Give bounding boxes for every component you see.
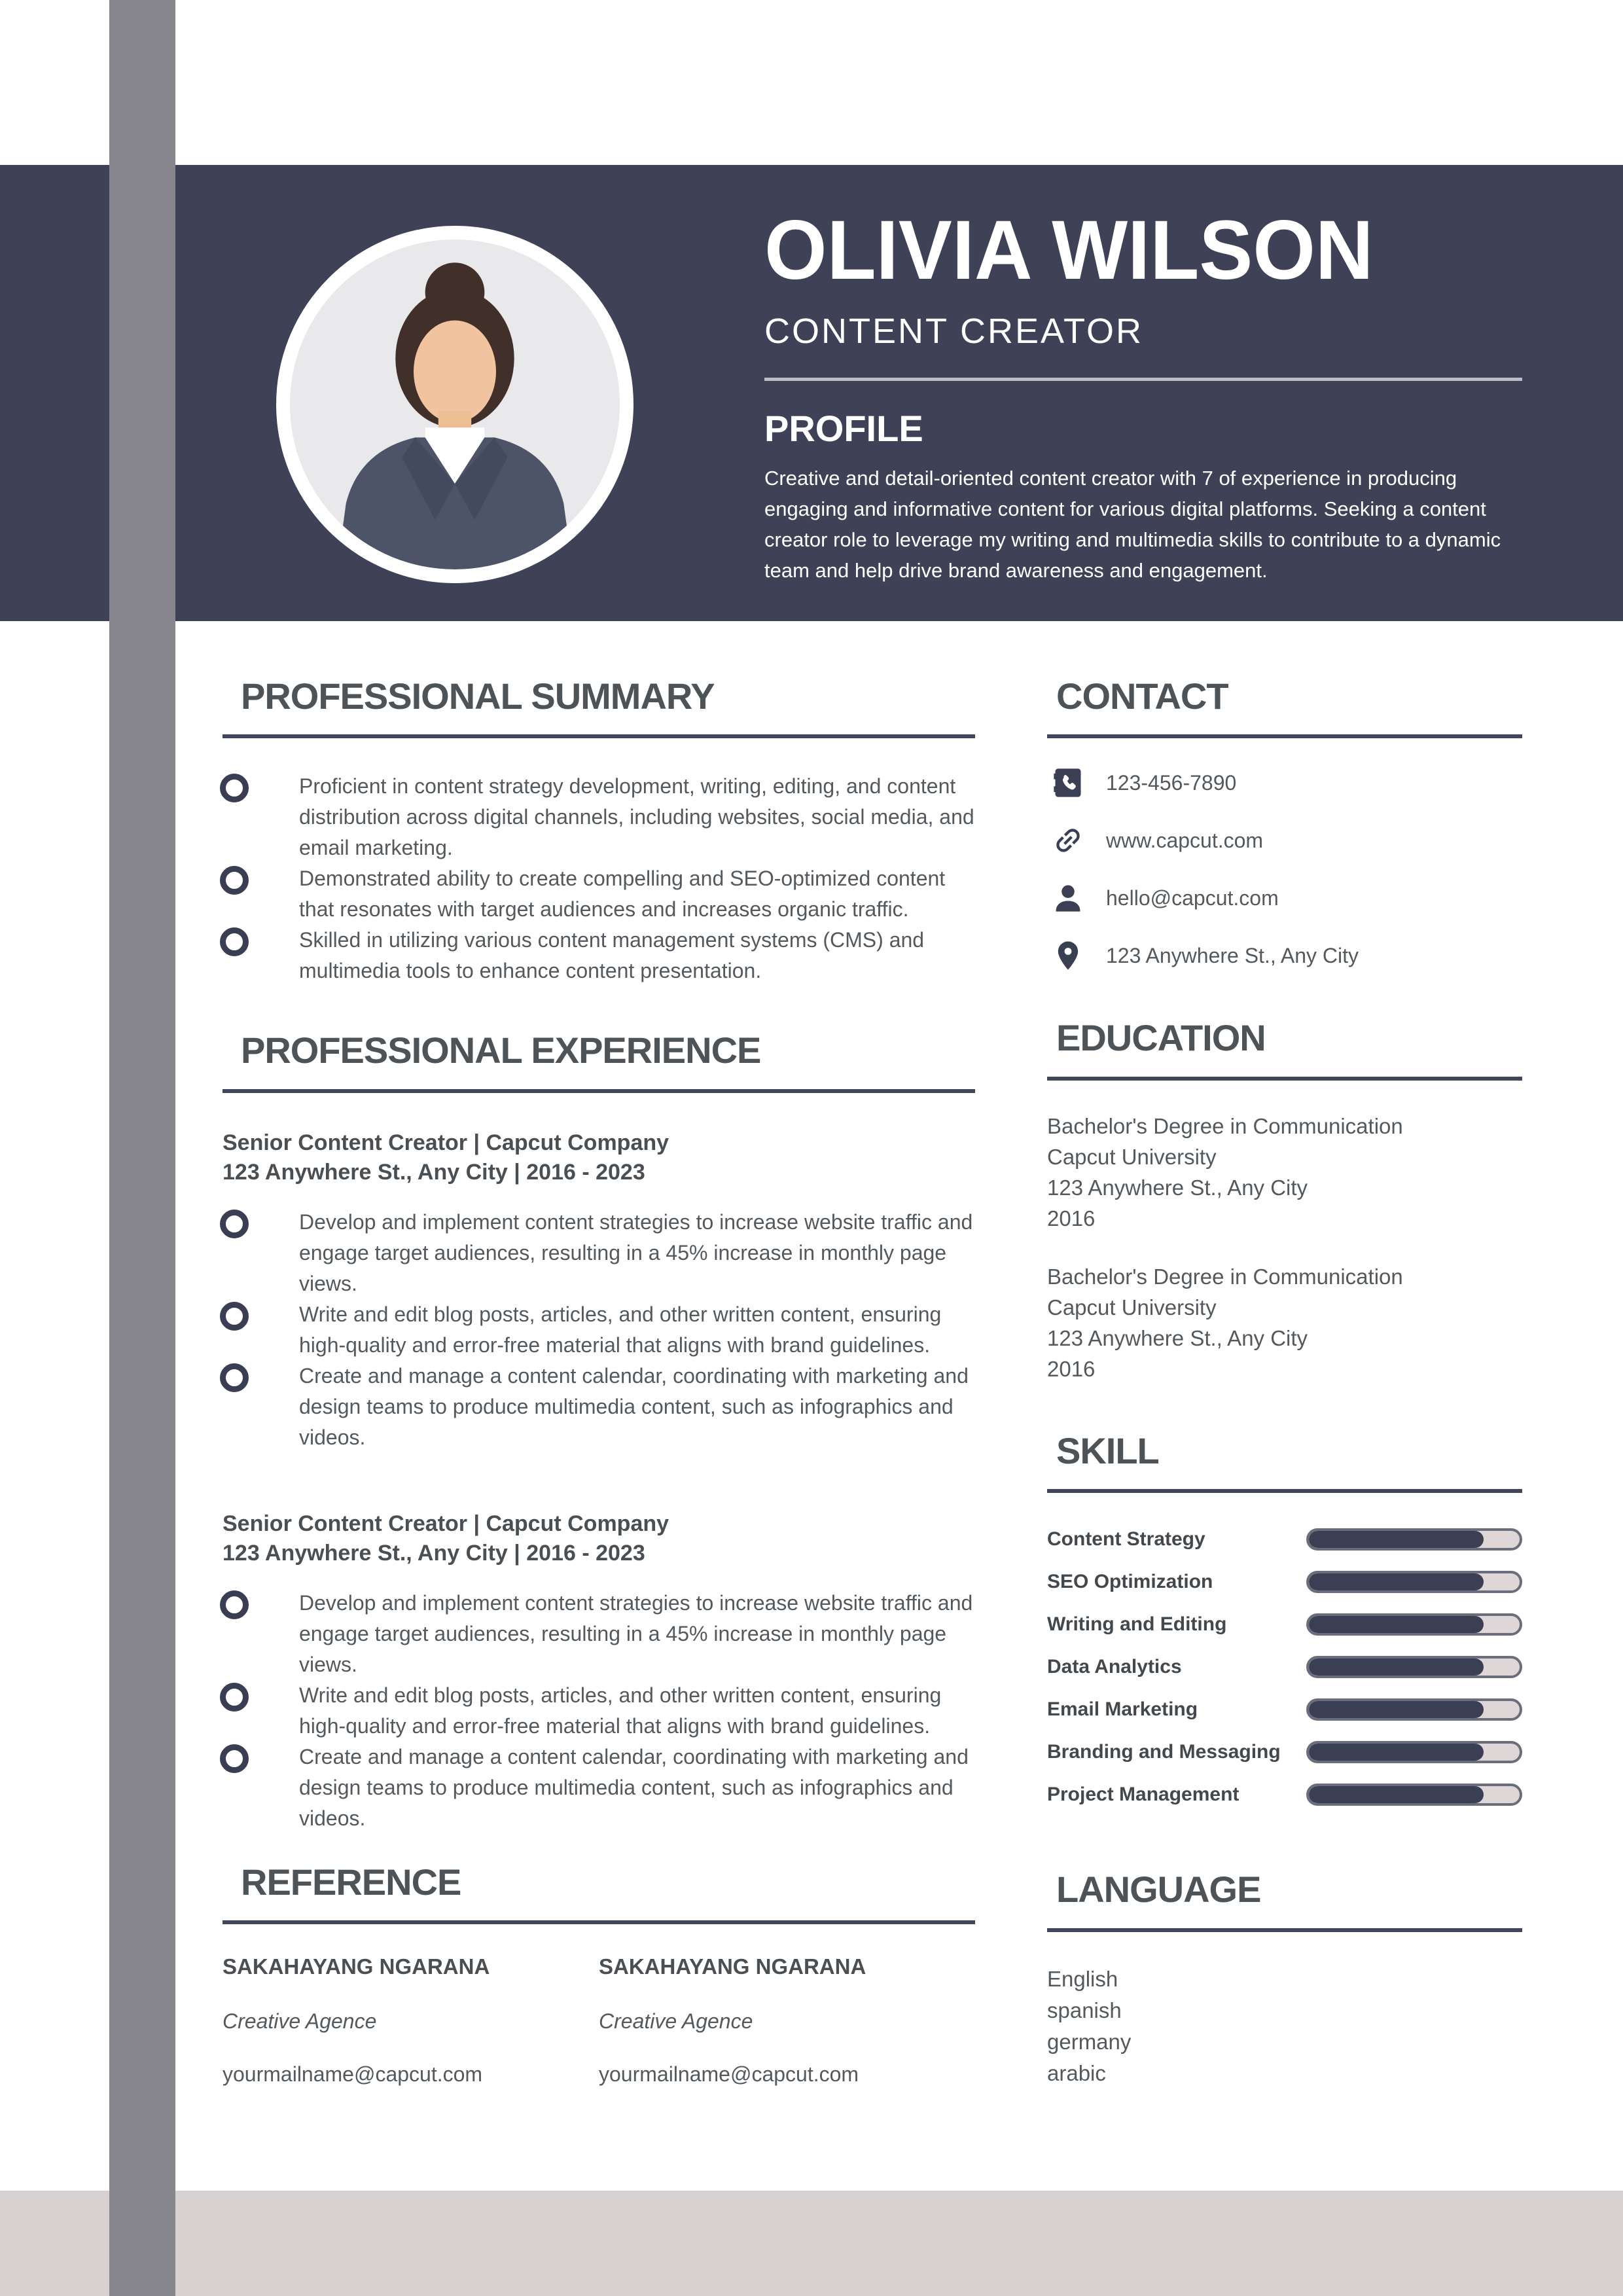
contact-row-website xyxy=(1047,821,1522,860)
skill-row xyxy=(1047,1528,1522,1551)
education-heading: EDUCATION xyxy=(1056,1017,1266,1059)
list-item xyxy=(223,1742,975,1834)
reference-entry xyxy=(599,1954,975,2087)
language-item: English xyxy=(1047,1966,1118,1991)
ring-bullet-icon xyxy=(220,1363,249,1392)
education-address: 123 Anywhere St., Any City xyxy=(1047,1175,1308,1200)
skill-bar xyxy=(1306,1784,1522,1806)
ring-bullet-icon xyxy=(220,1210,249,1238)
person-icon xyxy=(1051,881,1085,915)
profile-text: Creative and detail-oriented content creator with 7 of experience in producing engaging and informative content for various digital platforms. Seeking a content creator role to leverage my writing and multimedia skills to contribute to a dynamic team and help drive brand awareness and engagement. xyxy=(764,467,1501,583)
job-bullet-text: Develop and implement content strategies to increase website traffic and engage target audiences, resulting in a 45% increase in monthly page views. xyxy=(299,1590,973,1676)
skill-row xyxy=(1047,1698,1522,1721)
skill-bar xyxy=(1306,1656,1522,1678)
contact-phone: 123-456-7890 xyxy=(1106,770,1237,795)
reference-entry xyxy=(223,1954,599,2087)
reference-name: SAKAHAYANG NGARANA xyxy=(223,1954,490,1979)
left-column xyxy=(223,675,975,2087)
header-text-block xyxy=(764,204,1524,586)
language-section xyxy=(1047,1869,1522,2089)
reference-name: SAKAHAYANG NGARANA xyxy=(599,1954,866,1979)
skill-row xyxy=(1047,1656,1522,1678)
contact-website: www.capcut.com xyxy=(1106,828,1264,852)
education-year: 2016 xyxy=(1047,1206,1096,1230)
reference-section xyxy=(223,1861,975,2087)
summary-bullet-text: Demonstrated ability to create compelling and SEO-optimized content that resonates with target audiences and increases organic traffic. xyxy=(299,867,946,922)
job-title: Senior Content Creator | Capcut Company xyxy=(223,1130,669,1155)
education-degree: Bachelor's Degree in Communication xyxy=(1047,1113,1403,1138)
job-bullet-text: Develop and implement content strategies to increase website traffic and engage target audiences, resulting in a 45% increase in monthly page views. xyxy=(299,1210,973,1295)
skill-label: SEO Optimization xyxy=(1047,1571,1213,1593)
language-underline xyxy=(1047,1928,1522,1932)
education-entry xyxy=(1047,1261,1522,1384)
skill-bar-fill xyxy=(1309,1531,1484,1548)
contact-section xyxy=(1047,675,1522,975)
avatar xyxy=(276,226,633,583)
education-year: 2016 xyxy=(1047,1356,1096,1381)
ring-bullet-icon xyxy=(220,1683,249,1712)
ring-bullet-icon xyxy=(220,1302,249,1331)
reference-email: yourmailname@capcut.com xyxy=(223,2062,483,2087)
list-item xyxy=(223,925,975,986)
reference-row xyxy=(223,1954,975,2087)
summary-underline xyxy=(223,734,975,738)
contact-row-address xyxy=(1047,936,1522,975)
job-title: Senior Content Creator | Capcut Company xyxy=(223,1511,669,1536)
skill-label: Email Marketing xyxy=(1047,1698,1198,1721)
ring-bullet-icon xyxy=(220,927,249,956)
contact-heading: CONTACT xyxy=(1056,675,1228,717)
skill-bar xyxy=(1306,1528,1522,1551)
right-column xyxy=(1047,675,1522,2089)
skill-bar xyxy=(1306,1571,1522,1593)
reference-underline xyxy=(223,1920,975,1924)
footer-band xyxy=(0,2191,1623,2296)
skill-row xyxy=(1047,1571,1522,1593)
list-item xyxy=(223,1299,975,1361)
portrait-illustration xyxy=(290,240,620,569)
person-name: OLIVIA WILSON xyxy=(764,204,1374,297)
job-bullet-text: Create and manage a content calendar, coordinating with marketing and design teams to produce multimedia content, such as infographics and videos. xyxy=(299,1744,969,1830)
header-divider xyxy=(764,378,1522,381)
professional-summary-section xyxy=(223,675,975,986)
job-entry xyxy=(223,1128,975,1453)
contact-underline xyxy=(1047,734,1522,738)
skill-underline xyxy=(1047,1489,1522,1493)
education-degree: Bachelor's Degree in Communication xyxy=(1047,1264,1403,1289)
skill-bar-fill xyxy=(1309,1701,1484,1718)
summary-list xyxy=(223,771,975,986)
ring-bullet-icon xyxy=(220,866,249,895)
summary-bullet-text: Proficient in content strategy development, writing, editing, and content distribution across digital channels, including websites, social media, and email marketing. xyxy=(299,774,974,860)
ring-bullet-icon xyxy=(220,774,249,802)
list-item xyxy=(223,1680,975,1742)
skill-bar xyxy=(1306,1613,1522,1636)
skill-heading: SKILL xyxy=(1056,1429,1159,1471)
skill-label: Branding and Messaging xyxy=(1047,1741,1281,1763)
job-bullet-list xyxy=(223,1207,975,1453)
language-item: germany xyxy=(1047,2029,1132,2054)
education-section xyxy=(1047,1017,1522,1384)
language-item: arabic xyxy=(1047,2060,1106,2085)
reference-heading: REFERENCE xyxy=(241,1861,461,1903)
contact-list xyxy=(1047,763,1522,975)
reference-email: yourmailname@capcut.com xyxy=(599,2062,859,2087)
job-location-dates: 123 Anywhere St., Any City | 2016 - 2023 xyxy=(223,1159,645,1185)
reference-company: Creative Agence xyxy=(599,2009,753,2034)
professional-experience-section xyxy=(223,1030,975,1833)
list-item xyxy=(223,1207,975,1299)
skill-section xyxy=(1047,1430,1522,1806)
contact-row-phone xyxy=(1047,763,1522,802)
profile-heading: PROFILE xyxy=(764,408,923,450)
skill-row xyxy=(1047,1784,1522,1806)
skill-bar-fill xyxy=(1309,1616,1484,1633)
education-address: 123 Anywhere St., Any City xyxy=(1047,1325,1308,1350)
job-bullet-list xyxy=(223,1588,975,1834)
job-bullet-text: Create and manage a content calendar, coordinating with marketing and design teams to produce multimedia content, such as infographics and videos. xyxy=(299,1363,969,1449)
job-bullet-text: Write and edit blog posts, articles, and other written content, ensuring high-quality and error-free material that aligns with brand guidelines. xyxy=(299,1302,942,1357)
contact-email: hello@capcut.com xyxy=(1106,886,1279,910)
list-item xyxy=(223,863,975,925)
skill-row xyxy=(1047,1741,1522,1763)
link-icon xyxy=(1051,823,1085,857)
contact-row-email xyxy=(1047,878,1522,918)
job-location-dates: 123 Anywhere St., Any City | 2016 - 2023 xyxy=(223,1540,645,1566)
skill-label: Writing and Editing xyxy=(1047,1613,1227,1636)
education-underline xyxy=(1047,1077,1522,1081)
language-list xyxy=(1047,1964,1522,2089)
skill-bar-fill xyxy=(1309,1744,1484,1761)
reference-company: Creative Agence xyxy=(223,2009,377,2034)
education-school: Capcut University xyxy=(1047,1295,1217,1319)
list-item xyxy=(223,771,975,863)
experience-heading: PROFESSIONAL EXPERIENCE xyxy=(241,1030,761,1071)
pin-icon xyxy=(1051,939,1085,973)
skill-list xyxy=(1047,1528,1522,1806)
job-bullet-text: Write and edit blog posts, articles, and other written content, ensuring high-quality and error-free material that aligns with brand guidelines. xyxy=(299,1683,942,1738)
skill-bar-fill xyxy=(1309,1786,1484,1803)
summary-heading: PROFESSIONAL SUMMARY xyxy=(241,675,715,717)
skill-bar-fill xyxy=(1309,1659,1484,1676)
skill-label: Data Analytics xyxy=(1047,1656,1182,1678)
education-school: Capcut University xyxy=(1047,1144,1217,1169)
skill-label: Content Strategy xyxy=(1047,1528,1205,1551)
skill-label: Project Management xyxy=(1047,1784,1240,1806)
list-item xyxy=(223,1361,975,1453)
experience-underline xyxy=(223,1089,975,1093)
phone-icon xyxy=(1051,766,1085,800)
list-item xyxy=(223,1588,975,1680)
summary-bullet-text: Skilled in utilizing various content management systems (CMS) and multimedia tools to enhance content presentation. xyxy=(299,928,925,983)
vertical-stripe xyxy=(109,0,175,2296)
skill-row xyxy=(1047,1613,1522,1636)
contact-address: 123 Anywhere St., Any City xyxy=(1106,943,1359,967)
skill-bar-fill xyxy=(1309,1573,1484,1590)
ring-bullet-icon xyxy=(220,1590,249,1619)
ring-bullet-icon xyxy=(220,1744,249,1773)
job-entry xyxy=(223,1509,975,1834)
skill-bar xyxy=(1306,1741,1522,1763)
education-entry xyxy=(1047,1111,1522,1234)
language-item: spanish xyxy=(1047,1998,1122,2022)
person-role: CONTENT CREATOR xyxy=(764,312,1144,351)
skill-bar xyxy=(1306,1698,1522,1721)
language-heading: LANGUAGE xyxy=(1056,1869,1261,1910)
